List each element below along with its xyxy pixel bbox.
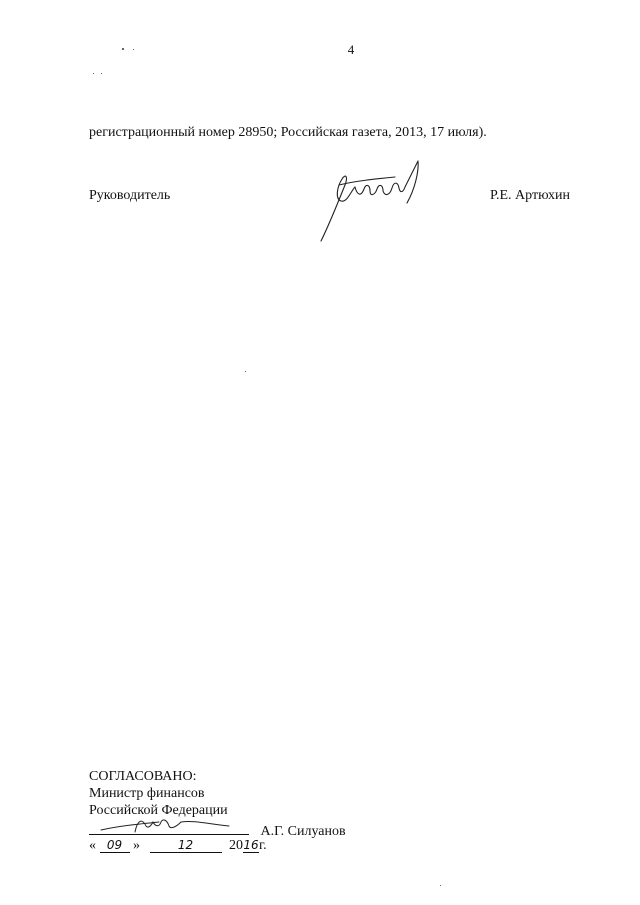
- handwritten-signature: [315, 155, 425, 245]
- signer-title: Руководитель: [89, 188, 171, 203]
- approval-heading: СОГЛАСОВАНО:: [89, 769, 197, 784]
- approval-position-line2: Российской Федерации: [89, 803, 228, 818]
- date-day: 09: [106, 838, 123, 852]
- scan-speck: [101, 73, 102, 74]
- date-year-field: [243, 838, 259, 853]
- scan-speck: [440, 885, 441, 886]
- date-month-field: [150, 838, 222, 853]
- scan-speck: [245, 371, 246, 372]
- approval-handwritten-signature: [99, 814, 239, 836]
- approval-date: [89, 838, 346, 856]
- approval-position-line1: Министр финансов: [89, 786, 205, 801]
- signer-name: Р.Е. Артюхин: [489, 188, 570, 203]
- date-day-field: [100, 838, 130, 853]
- page-number: 4: [347, 42, 355, 57]
- date-year-prefix: 20: [229, 838, 243, 853]
- body-text-line: регистрационный номер 28950; Российская газета, 2013, 17 июля).: [89, 125, 487, 140]
- approval-signature-line: [89, 820, 346, 838]
- scan-speck: [93, 73, 94, 74]
- date-suffix: г.: [259, 838, 267, 853]
- date-month: 12: [177, 838, 194, 852]
- date-year-suffix: 16: [243, 838, 259, 852]
- date-close-quote: »: [133, 838, 140, 853]
- approval-block: [89, 769, 346, 856]
- approval-name: А.Г. Силуанов: [260, 824, 346, 839]
- date-open-quote: «: [89, 838, 96, 853]
